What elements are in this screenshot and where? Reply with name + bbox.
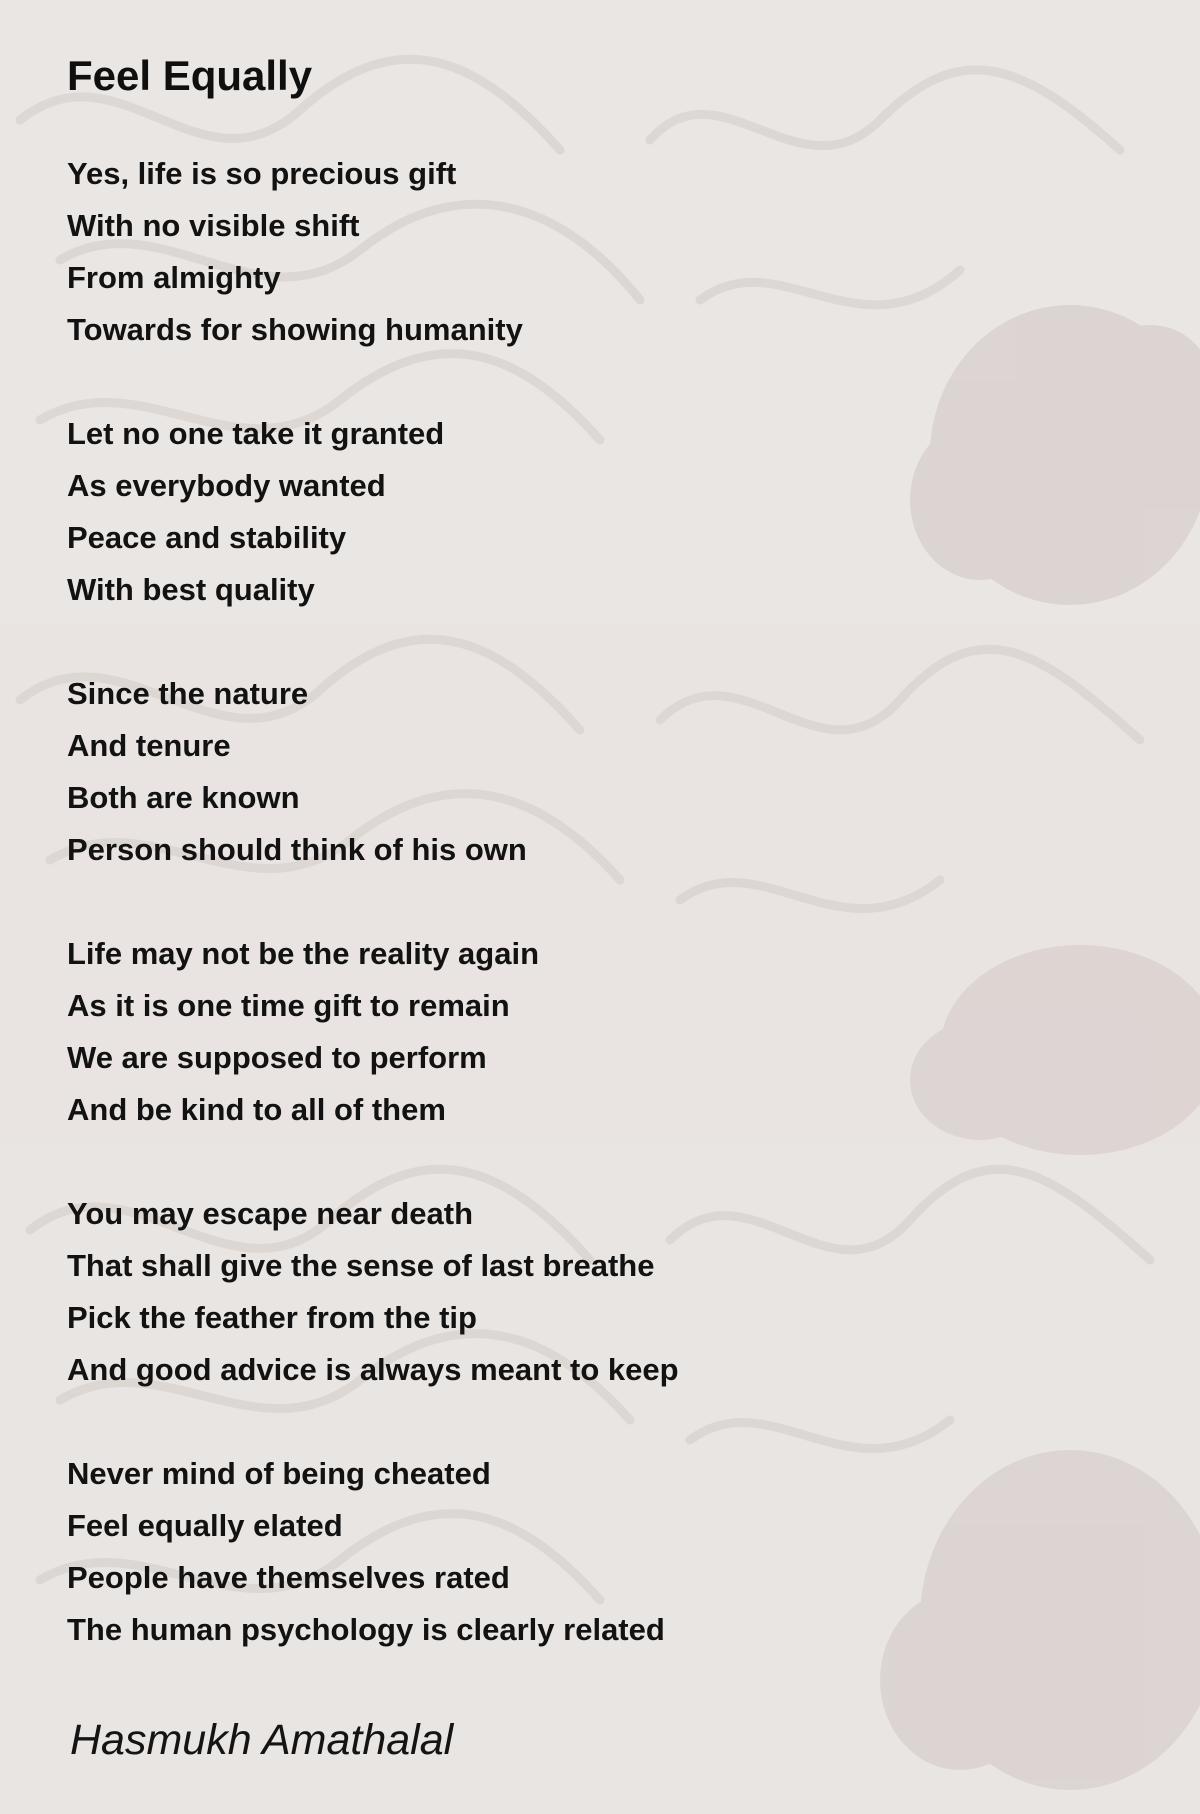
poem-line: Since the nature: [67, 676, 309, 711]
poem-line: Person should think of his own: [67, 832, 527, 867]
stanza-5: [67, 1188, 679, 1396]
poem-line: That shall give the sense of last breathe: [67, 1248, 655, 1283]
poem-line: Towards for showing humanity: [67, 312, 523, 347]
poem-line: Life may not be the reality again: [67, 936, 540, 971]
poem-line: Never mind of being cheated: [67, 1456, 491, 1491]
poem-line: From almighty: [67, 260, 281, 295]
poem-line: Pick the feather from the tip: [67, 1300, 477, 1335]
poem-line: The human psychology is clearly related: [67, 1612, 665, 1647]
stanza-3: [67, 668, 679, 876]
poem-line: With best quality: [67, 572, 315, 607]
stanza-4: [67, 928, 679, 1136]
stanza-2: [67, 408, 679, 616]
poem-line: With no visible shift: [67, 208, 360, 243]
poem-line: People have themselves rated: [67, 1560, 510, 1595]
stanza-6: [67, 1448, 679, 1656]
poem-author: Hasmukh Amathalal: [70, 1716, 454, 1764]
poem-line: Let no one take it granted: [67, 416, 445, 451]
poem-line: We are supposed to perform: [67, 1040, 487, 1075]
poem-body: [67, 148, 679, 1708]
poem-line: Both are known: [67, 780, 300, 815]
poem-line: As everybody wanted: [67, 468, 386, 503]
poem-line: Peace and stability: [67, 520, 347, 555]
poem-line: Feel equally elated: [67, 1508, 343, 1543]
poem-line: As it is one time gift to remain: [67, 988, 510, 1023]
poem-line: And be kind to all of them: [67, 1092, 446, 1127]
stanza-1: [67, 148, 679, 356]
poem-line: And good advice is always meant to keep: [67, 1352, 679, 1387]
poem-line: You may escape near death: [67, 1196, 474, 1231]
poem-line: And tenure: [67, 728, 231, 763]
poem-title: Feel Equally: [67, 52, 313, 99]
poem-line: Yes, life is so precious gift: [67, 156, 457, 191]
